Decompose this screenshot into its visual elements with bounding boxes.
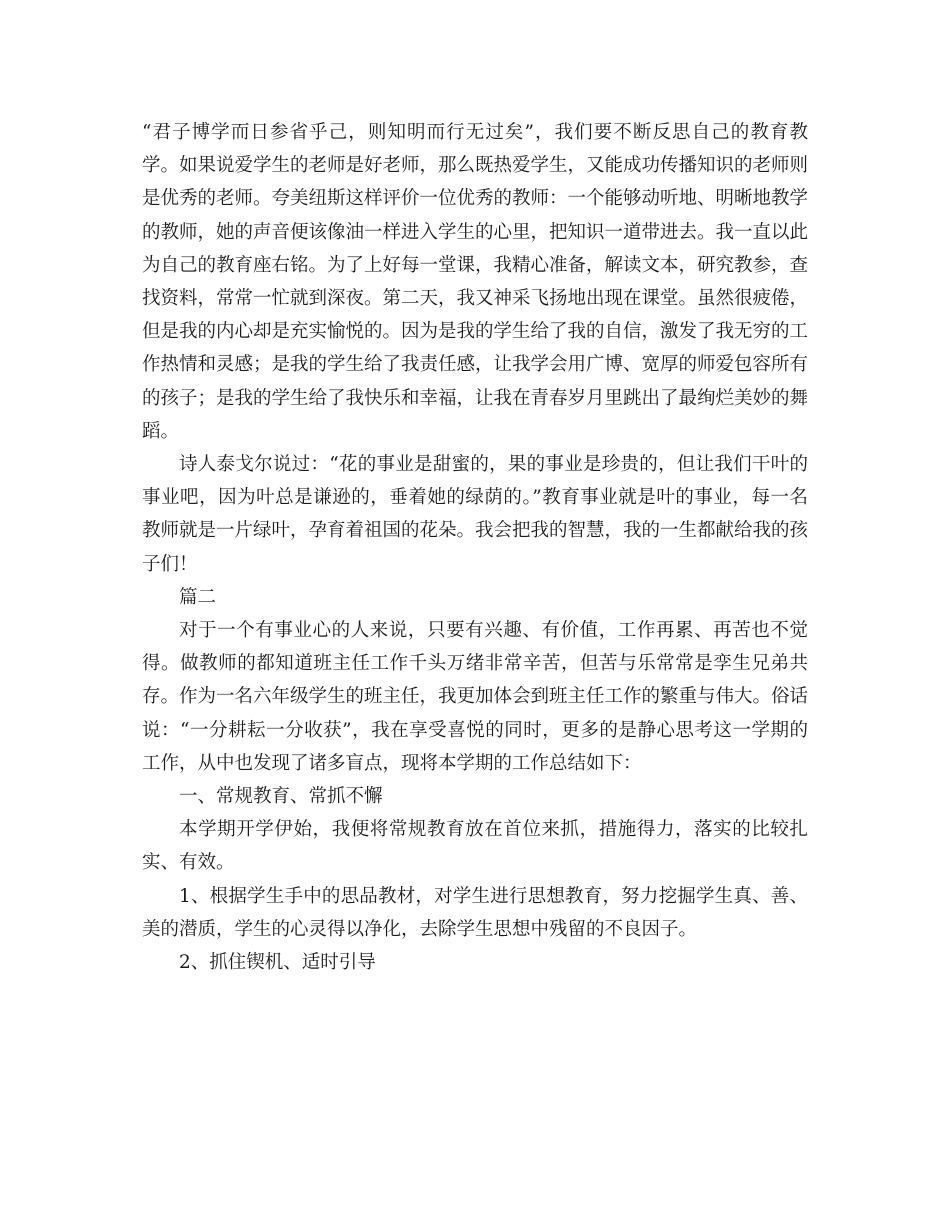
section-heading-part-two: 篇二 [179, 586, 217, 608]
section-heading-routine-education: 一、常规教育、常抓不懈 [179, 786, 383, 808]
document-body [142, 116, 808, 979]
list-item-1: 1、根据学生手中的思品教材，对学生进行思想教育，努力挖掘学生真、善、美的潜质，学生的心灵得以净化，去除学生思想中残留的不良因子。 [142, 885, 808, 940]
paragraph-reflection: “君子博学而日参省乎己，则知明而行无过矣”，我们要不断反思自己的教育教学。如果说爱学生的老师是好老师，那么既热爱学生，又能成功传播知识的老师则是优秀的老师。夸美纽斯这样评价一位优秀的教师：一个能够动听地、明晰地教学的教师，她的声音便该像油一样进入学生的心里，把知识一道带进去。我一直以此为自己的教育座右铭。为了上好每一堂课，我精心准备，解读文本，研究教参，查找资料，常常一忙就到深夜。第二天，我又神采飞扬地出现在课堂。虽然很疲倦，但是我的内心却是充实愉悦的。因为是我的学生给了我的自信，激发了我无穷的工作热情和灵感；是我的学生给了我责任感，让我学会用广博、宽厚的师爱包容所有的孩子；是我的学生给了我快乐和幸福，让我在青春岁月里跳出了最绚烂美妙的舞蹈。 [142, 122, 809, 442]
paragraph-class-teacher-intro: 对于一个有事业心的人来说，只要有兴趣、有价值，工作再累、再苦也不觉得。做教师的都知道班主任工作千头万绪非常辛苦，但苦与乐常常是孪生兄弟共存。作为一名六年级学生的班主任，我更加体会到班主任工作的繁重与伟大。俗话说：“一分耕耘一分收获”，我在享受喜悦的同时，更多的是静心思考这一学期的工作，从中也发现了诸多盲点，现将本学期的工作总结如下： [142, 620, 809, 774]
paragraph-tagore-quote: 诗人泰戈尔说过：“花的事业是甜蜜的，果的事业是珍贵的，但让我们干叶的事业吧，因为叶总是谦逊的，垂着她的绿荫的。”教育事业就是叶的事业，每一名教师就是一片绿叶，孕育着祖国的花朵。我会把我的智慧，我的一生都献给我的孩子们！ [142, 454, 809, 575]
list-item-2: 2、抓住锲机、适时引导 [179, 952, 376, 974]
paragraph-semester-start: 本学期开学伊始，我便将常规教育放在首位来抓，措施得力，落实的比较扎实、有效。 [142, 819, 808, 874]
